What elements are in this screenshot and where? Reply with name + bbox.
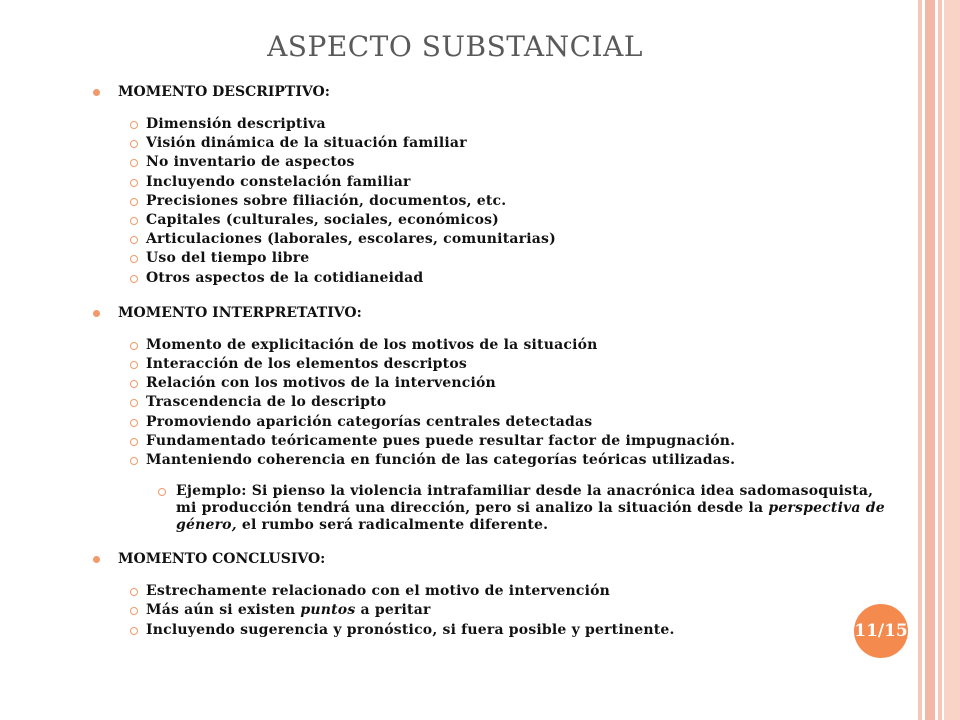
decorative-stripe	[918, 0, 922, 720]
section-heading-interpretativo: MOMENTO INTERPRETATIVO:	[92, 303, 892, 323]
list-item: Manteniendo coherencia en función de las categorías teóricas utilizadas.	[92, 451, 892, 470]
list-item: Capitales (culturales, sociales, económicos)	[92, 211, 892, 230]
list-item: No inventario de aspectos	[92, 153, 892, 172]
page-number-badge: 11/15	[854, 604, 908, 658]
slide-content	[92, 82, 892, 640]
list-item: Incluyendo constelación familiar	[92, 173, 892, 192]
list-item: Visión dinámica de la situación familiar	[92, 134, 892, 153]
list-item: Relación con los motivos de la intervención	[92, 374, 892, 393]
item-emphasis: puntos	[300, 602, 356, 619]
list-item: Dimensión descriptiva	[92, 115, 892, 134]
list-item: Fundamentado teóricamente pues puede resultar factor de impugnación.	[92, 432, 892, 451]
decorative-stripe	[925, 0, 935, 720]
list-item: Trascendencia de lo descripto	[92, 393, 892, 412]
decorative-stripe	[944, 0, 960, 720]
list-item: Articulaciones (laborales, escolares, comunitarias)	[92, 230, 892, 249]
list-conclusivo	[92, 582, 892, 640]
list-item: Interacción de los elementos descriptos	[92, 355, 892, 374]
list-item: Estrechamente relacionado con el motivo de intervención	[92, 582, 892, 601]
list-item: Precisiones sobre filiación, documentos, etc.	[92, 192, 892, 211]
list-item	[92, 601, 892, 620]
example-text-end: el rumbo será radicalmente diferente.	[236, 517, 549, 534]
list-item: Promoviendo aparición categorías centrales detectadas	[92, 413, 892, 432]
item-text: Más aún si existen	[146, 602, 301, 619]
list-item: Otros aspectos de la cotidianeidad	[92, 269, 892, 288]
slide-title: ASPECTO SUBSTANCIAL	[267, 30, 643, 63]
list-item: Uso del tiempo libre	[92, 249, 892, 268]
example-text: Ejemplo: Si pienso la violencia intrafamiliar desde la anacrónica idea sadomasoquista, mi producción tendrá una dirección, pero si analizo la situación desde la	[176, 483, 874, 517]
section-heading-conclusivo: MOMENTO CONCLUSIVO:	[92, 549, 892, 569]
example-paragraph	[92, 483, 892, 534]
list-item: Incluyendo sugerencia y pronóstico, si fuera posible y pertinente.	[92, 621, 892, 640]
list-interpretativo	[92, 336, 892, 470]
item-text-end: a peritar	[355, 602, 431, 619]
list-item: Momento de explicitación de los motivos de la situación	[92, 336, 892, 355]
example-emphasis: perspectiva de género,	[176, 500, 885, 534]
list-descriptivo	[92, 115, 892, 288]
decorative-stripe	[938, 0, 942, 720]
section-heading-descriptivo: MOMENTO DESCRIPTIVO:	[92, 82, 892, 102]
